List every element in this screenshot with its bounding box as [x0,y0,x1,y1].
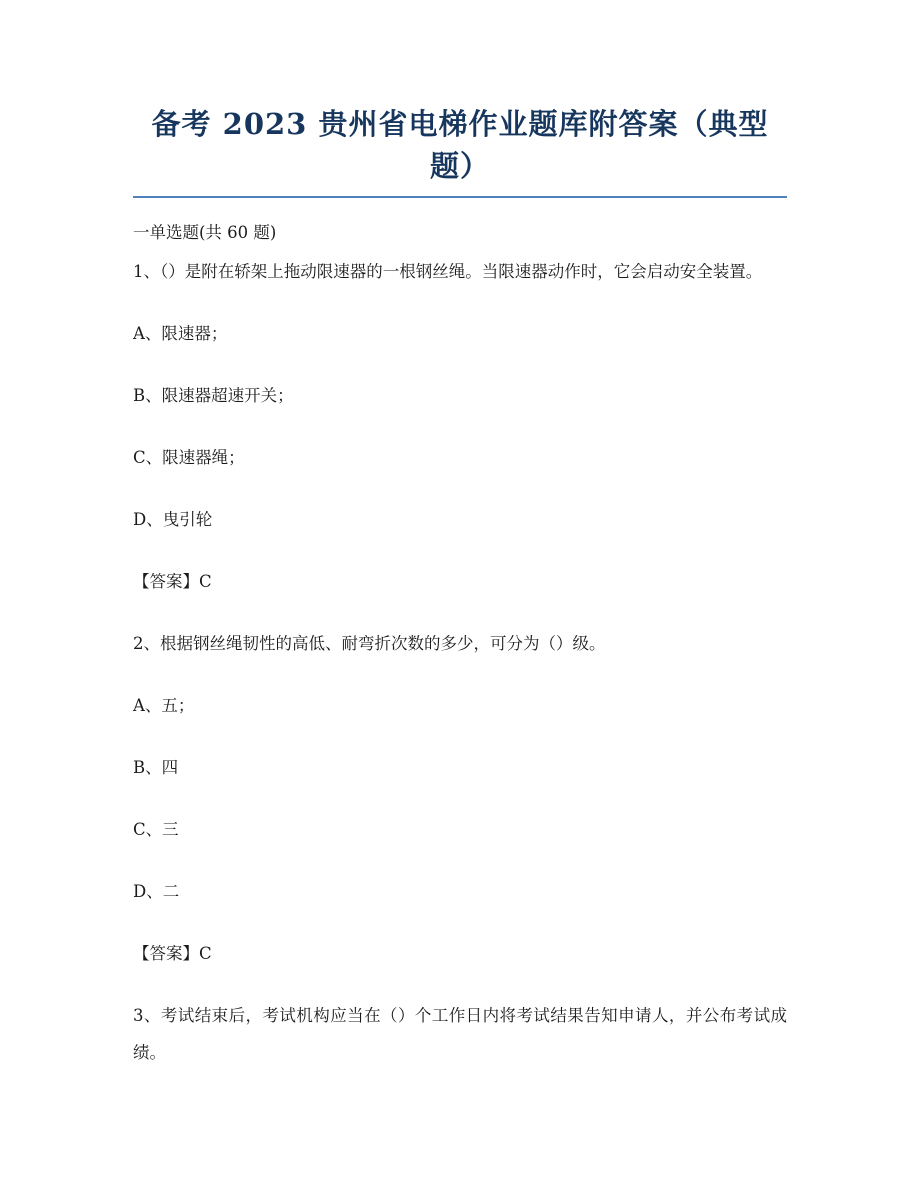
question-2-option-a: A、五； [133,696,195,715]
document-title: 备考 2023 贵州省电梯作业题库附答案（典型题） [133,103,787,198]
question-2-stem: 2、根据钢丝绳韧性的高低、耐弯折次数的多少，可分为（）级。 [133,634,606,653]
question-1-option-d: D、曳引轮 [133,510,213,529]
section-heading: 一单选题(共 60 题) [133,223,277,242]
question-2-answer: 【答案】C [133,944,212,963]
question-1-answer: 【答案】C [133,572,212,591]
question-2-option-b: B、四 [133,758,179,777]
question-2-option-c: C、三 [133,820,179,839]
question-1-option-b: B、限速器超速开关； [133,386,294,405]
question-1-option-c: C、限速器绳； [133,448,245,467]
question-1-stem: 1、（）是附在轿架上拖动限速器的一根钢丝绳。当限速器动作时，它会启动安全装置。 [133,262,763,281]
question-3-stem: 3、考试结束后，考试机构应当在（）个工作日内将考试结果告知申请人，并公布考试成绩。 [133,1006,787,1062]
question-1-option-a: A、限速器； [133,324,228,343]
question-2-option-d: D、二 [133,882,180,901]
